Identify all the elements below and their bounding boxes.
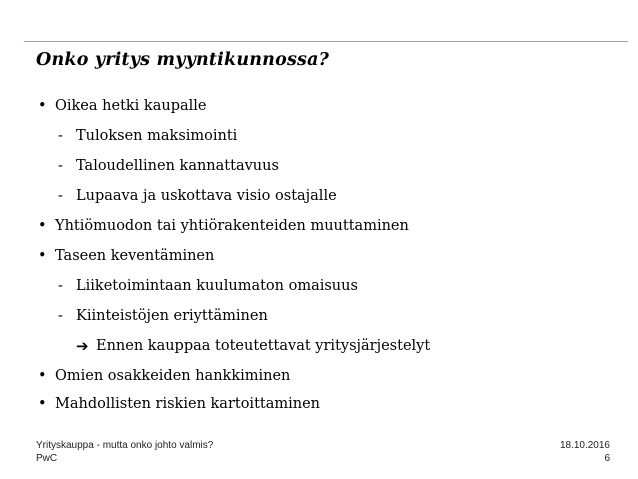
list-item-text: Taloudellinen kannattavuus — [76, 158, 279, 174]
list-item-text: Omien osakkeiden hankkiminen — [55, 368, 291, 384]
list-item-text: Taseen keventäminen — [55, 248, 215, 264]
bullet-marker: • — [38, 368, 47, 384]
bullet-marker: • — [38, 218, 47, 234]
list-item-text: Liiketoimintaan kuulumaton omaisuus — [76, 278, 358, 294]
footer-subtitle: Yrityskauppa - mutta onko johto valmis? — [36, 440, 214, 451]
list-item-text: Tuloksen maksimointi — [76, 128, 238, 144]
page-number: 6 — [604, 453, 610, 464]
dash-marker: - — [58, 188, 63, 204]
footer-date: 18.10.2016 — [559, 440, 610, 451]
dash-marker: - — [58, 308, 63, 324]
bullet-marker: • — [38, 396, 47, 412]
list-item-text: Yhtiömuodon tai yhtiörakenteiden muuttaminen — [55, 218, 409, 234]
footer-company: PwC — [36, 453, 58, 464]
dash-marker: - — [58, 128, 63, 144]
right-arrow-icon: ➔ — [76, 337, 89, 355]
list-item-text: Oikea hetki kaupalle — [55, 98, 207, 114]
list-item-text: Lupaava ja uskottava visio ostajalle — [76, 188, 337, 204]
list-item-text: Mahdollisten riskien kartoittaminen — [55, 396, 321, 412]
bullet-marker: • — [38, 248, 47, 264]
dash-marker: - — [58, 158, 63, 174]
list-item-text: Ennen kauppaa toteutettavat yritysjärjestelyt — [96, 338, 431, 354]
slide-title: Onko yritys myyntikunnossa? — [36, 50, 330, 70]
dash-marker: - — [58, 278, 63, 294]
bullet-marker: • — [38, 98, 47, 114]
list-item-text: Kiinteistöjen eriyttäminen — [76, 308, 268, 324]
